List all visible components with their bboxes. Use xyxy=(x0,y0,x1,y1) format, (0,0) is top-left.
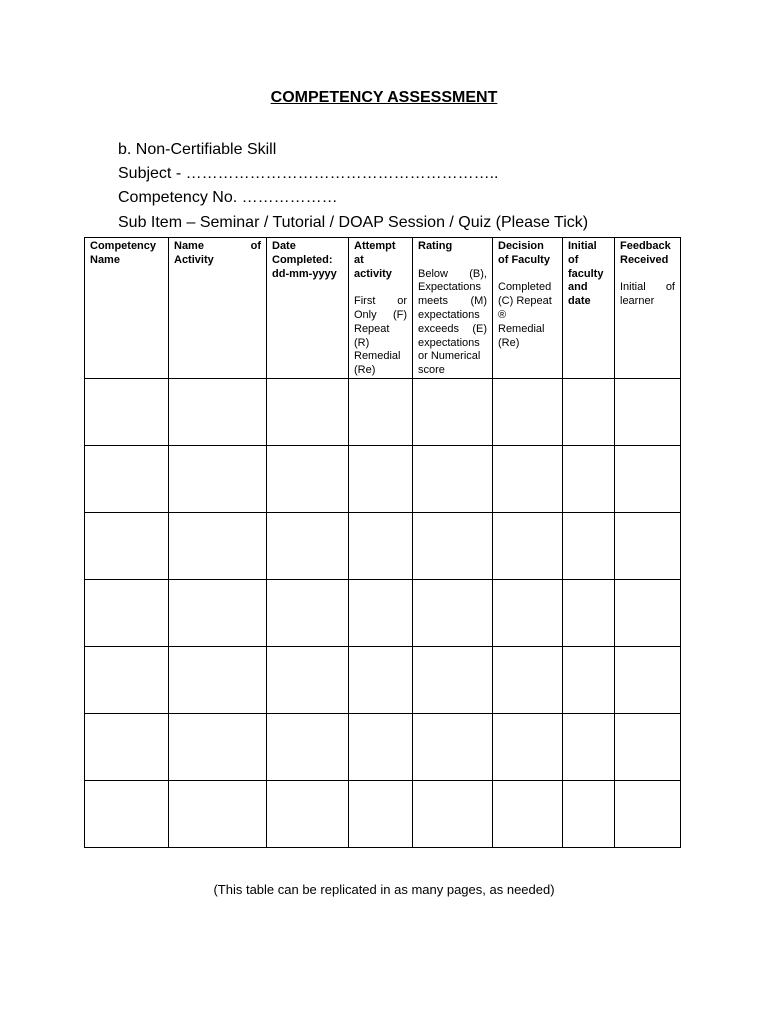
footer-note: (This table can be replicated in as many pages, as needed) xyxy=(213,882,555,897)
competency-no-line: Competency No. ……………… xyxy=(118,189,338,206)
cell-initial-faculty[interactable] xyxy=(563,647,615,714)
cell-activity-name[interactable] xyxy=(169,647,267,714)
cell-rating[interactable] xyxy=(413,446,493,513)
cell-feedback[interactable] xyxy=(615,446,681,513)
table-row xyxy=(85,379,681,446)
cell-initial-faculty[interactable] xyxy=(563,714,615,781)
table-row xyxy=(85,781,681,848)
cell-attempt[interactable] xyxy=(349,446,413,513)
cell-attempt[interactable] xyxy=(349,781,413,848)
cell-competency-name[interactable] xyxy=(85,714,169,781)
cell-date-completed[interactable] xyxy=(267,446,349,513)
cell-date-completed[interactable] xyxy=(267,379,349,446)
cell-attempt[interactable] xyxy=(349,513,413,580)
cell-date-completed[interactable] xyxy=(267,647,349,714)
page-title: COMPETENCY ASSESSMENT xyxy=(270,89,498,106)
header-initial-faculty: Initial of faculty and date xyxy=(563,238,615,379)
assessment-table xyxy=(84,237,681,848)
header-competency-name: Competency Name xyxy=(85,238,169,379)
cell-feedback[interactable] xyxy=(615,513,681,580)
table-row xyxy=(85,580,681,647)
header-attempt: Attempt at activity First or Only (F) Repeat (R) Remedial (Re) xyxy=(349,238,413,379)
cell-feedback[interactable] xyxy=(615,379,681,446)
cell-attempt[interactable] xyxy=(349,580,413,647)
cell-decision[interactable] xyxy=(493,647,563,714)
cell-date-completed[interactable] xyxy=(267,513,349,580)
header-rating: Rating Below (B), Expectations meets (M) expectations exceeds (E) expectations or Numerical score xyxy=(413,238,493,379)
table-header-row xyxy=(85,238,681,379)
cell-initial-faculty[interactable] xyxy=(563,580,615,647)
cell-date-completed[interactable] xyxy=(267,781,349,848)
header-date-completed: Date Completed: dd-mm-yyyy xyxy=(267,238,349,379)
sub-item-line: Sub Item – Seminar / Tutorial / DOAP Session / Quiz (Please Tick) xyxy=(118,214,589,231)
cell-rating[interactable] xyxy=(413,781,493,848)
cell-attempt[interactable] xyxy=(349,647,413,714)
cell-date-completed[interactable] xyxy=(267,714,349,781)
cell-initial-faculty[interactable] xyxy=(563,781,615,848)
cell-rating[interactable] xyxy=(413,714,493,781)
cell-initial-faculty[interactable] xyxy=(563,379,615,446)
cell-decision[interactable] xyxy=(493,781,563,848)
subject-line: Subject - ………………………………………………….. xyxy=(118,165,499,182)
table-row xyxy=(85,513,681,580)
cell-activity-name[interactable] xyxy=(169,513,267,580)
cell-competency-name[interactable] xyxy=(85,513,169,580)
cell-feedback[interactable] xyxy=(615,781,681,848)
cell-decision[interactable] xyxy=(493,446,563,513)
cell-initial-faculty[interactable] xyxy=(563,513,615,580)
cell-decision[interactable] xyxy=(493,714,563,781)
cell-competency-name[interactable] xyxy=(85,379,169,446)
cell-feedback[interactable] xyxy=(615,714,681,781)
cell-activity-name[interactable] xyxy=(169,446,267,513)
cell-competency-name[interactable] xyxy=(85,647,169,714)
cell-rating[interactable] xyxy=(413,513,493,580)
table-row xyxy=(85,446,681,513)
header-activity-name: Name of Activity xyxy=(169,238,267,379)
header-feedback: Feedback Received Initial of learner xyxy=(615,238,681,379)
table-body xyxy=(85,379,681,848)
cell-attempt[interactable] xyxy=(349,714,413,781)
header-decision: Decision of Faculty Completed (C) Repeat ® Remedial (Re) xyxy=(493,238,563,379)
cell-feedback[interactable] xyxy=(615,580,681,647)
cell-date-completed[interactable] xyxy=(267,580,349,647)
table-row xyxy=(85,647,681,714)
cell-attempt[interactable] xyxy=(349,379,413,446)
cell-decision[interactable] xyxy=(493,379,563,446)
skill-type-line: b. Non-Certifiable Skill xyxy=(118,141,277,158)
cell-initial-faculty[interactable] xyxy=(563,446,615,513)
cell-decision[interactable] xyxy=(493,513,563,580)
table-row xyxy=(85,714,681,781)
cell-competency-name[interactable] xyxy=(85,446,169,513)
cell-rating[interactable] xyxy=(413,647,493,714)
cell-rating[interactable] xyxy=(413,580,493,647)
cell-competency-name[interactable] xyxy=(85,580,169,647)
cell-decision[interactable] xyxy=(493,580,563,647)
cell-feedback[interactable] xyxy=(615,647,681,714)
cell-competency-name[interactable] xyxy=(85,781,169,848)
cell-activity-name[interactable] xyxy=(169,781,267,848)
cell-activity-name[interactable] xyxy=(169,379,267,446)
cell-activity-name[interactable] xyxy=(169,580,267,647)
cell-rating[interactable] xyxy=(413,379,493,446)
cell-activity-name[interactable] xyxy=(169,714,267,781)
